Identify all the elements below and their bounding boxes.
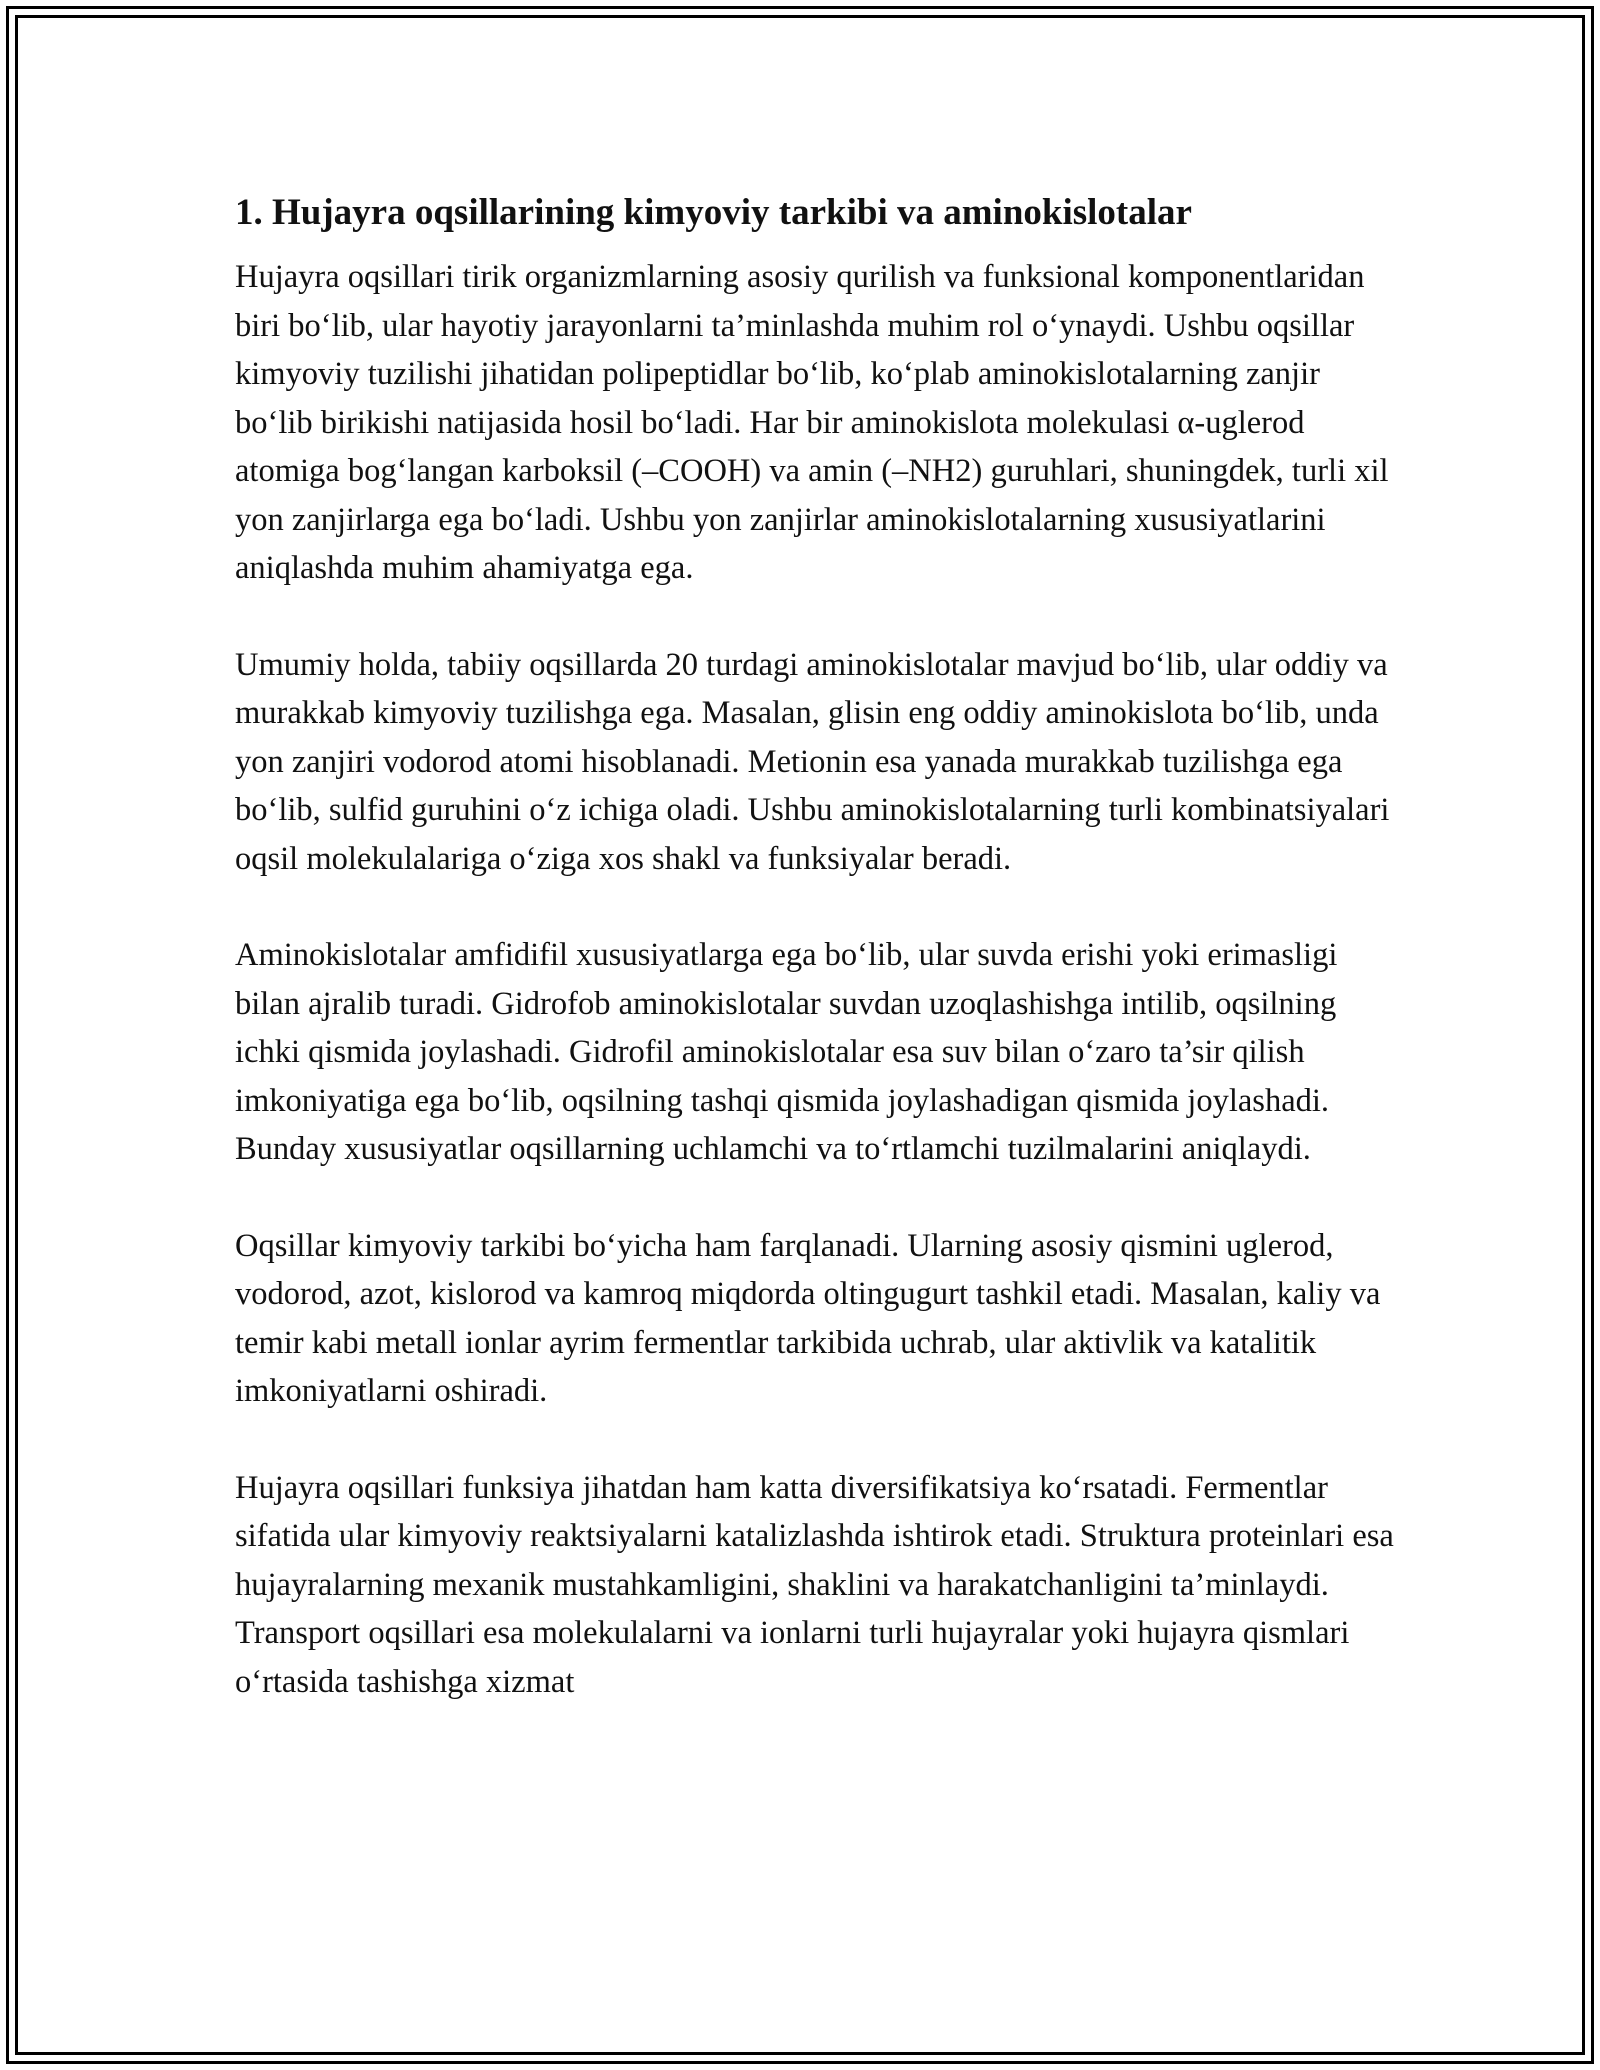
document-body (235, 185, 1395, 1754)
section-heading: 1. Hujayra oqsillarining kimyoviy tarkibi va aminokislotalar (235, 192, 1192, 233)
paragraph-2: Umumiy holda, tabiiy oqsillarda 20 turdagi aminokislotalar mavjud bo‘lib, ular oddiy va murakkab kimyoviy tuzilishga ega. Masalan, glisin eng oddiy aminokislota bo‘lib, unda yon zanjiri vodorod atomi hisoblanadi. Metionin esa yanada murakkab tuzilishga ega bo‘lib, sulfid guruhini o‘z ichiga oladi. Ushbu aminokislotalarning turli kombinatsiyalari oqsil molekulalariga o‘ziga xos shakl va funksiyalar beradi. (235, 646, 1390, 877)
paragraph-3: Aminokislotalar amfidifil xususiyatlarga ega bo‘lib, ular suvda erishi yoki erimasligi bilan ajralib turadi. Gidrofob aminokislotalar suvdan uzoqlashishga intilib, oqsilning ichki qismida joylashadi. Gidrofil aminokislotalar esa suv bilan o‘zaro ta’sir qilish imkoniyatiga ega bo‘lib, oqsilning tashqi qismida joylashadigan qismida joylashadi. Bunday xususiyatlar oqsillarning uchlamchi va to‘rtlamchi tuzilmalarini aniqlaydi. (235, 937, 1338, 1167)
paragraph-5: Hujayra oqsillari funksiya jihatdan ham katta diversifikatsiya ko‘rsatadi. Fermentlar sifatida ular kimyoviy reaktsiyalarni katalizlashda ishtirok etadi. Struktura proteinlari esa hujayralarning mexanik mustahkamligini, shaklini va harakatchanligini ta’minlaydi. Transport oqsillari esa molekulalarni va ionlarni turli hujayralar yoki hujayra qismlari o‘rtasida tashishga xizmat (235, 1469, 1394, 1700)
paragraph-1: Hujayra oqsillari tirik organizmlarning asosiy qurilish va funksional komponentlaridan biri bo‘lib, ular hayotiy jarayonlarni ta’minlashda muhim rol o‘ynaydi. Ushbu oqsillar kimyoviy tuzilishi jihatidan polipeptidlar bo‘lib, ko‘plab aminokislotalarning zanjir bo‘lib birikishi natijasida hosil bo‘ladi. Har bir aminokislota molekulasi α-uglerod atomiga bog‘langan karboksil (–COOH) va amin (–NH2) guruhlari, shuningdek, turli xil yon zanjirlarga ega bo‘ladi. Ushbu yon zanjirlar aminokislotalarning xususiyatlarini aniqlashda muhim ahamiyatga ega. (235, 259, 1389, 586)
paragraph-4: Oqsillar kimyoviy tarkibi bo‘yicha ham farqlanadi. Ularning asosiy qismini uglerod, vodorod, azot, kislorod va kamroq miqdorda oltingugurt tashkil etadi. Masalan, kaliy va temir kabi metall ionlar ayrim fermentlar tarkibida uchrab, ular aktivlik va katalitik imkoniyatlarni oshiradi. (235, 1227, 1381, 1409)
